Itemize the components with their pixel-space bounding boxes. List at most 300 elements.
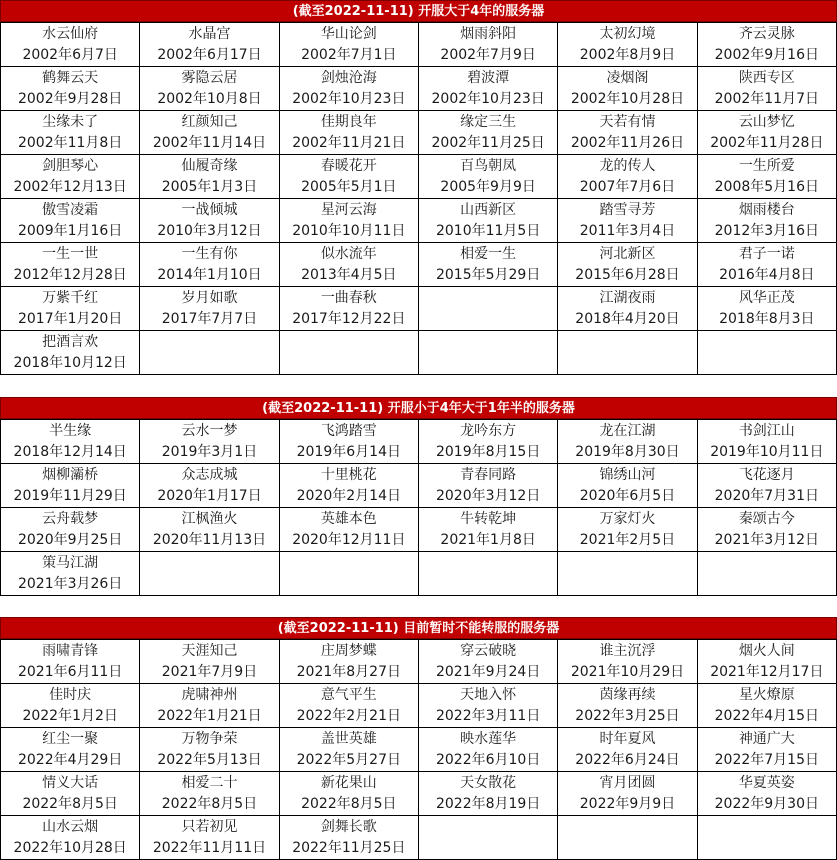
server-cell [558,111,697,155]
server-name: 神通广大 [738,730,795,747]
server-open-date: 2020年11月13日 [152,531,267,548]
server-cell [140,640,279,684]
server-cell [558,331,697,375]
server-name: 万紫千红 [42,289,99,306]
server-cell [558,684,697,728]
server-cell [418,67,557,111]
server-open-date: 2015年5月29日 [435,266,541,283]
server-name: 庄周梦蝶 [320,642,377,659]
section-title: (截至2022-11-11) 开服小于4年大于1年半的服务器 [0,397,837,419]
server-cell [418,420,557,464]
server-open-date: 2022年10月28日 [13,839,127,856]
server-cell [140,552,279,596]
table-row [1,287,837,331]
server-name: 红颜知己 [181,113,238,130]
server-open-date: 2010年11月5日 [435,222,541,239]
server-open-date: 2002年7月1日 [301,46,397,63]
server-name: 飞花逐月 [738,466,795,483]
server-name: 穿云破晓 [460,642,517,659]
server-open-date: 2015年6月28日 [575,266,680,283]
server-cell [1,772,140,816]
server-name: 龙吟东方 [460,422,517,439]
server-cell [1,199,140,243]
server-cell [279,67,418,111]
server-open-date: 2022年2月21日 [296,707,401,724]
server-name: 一曲春秋 [320,289,377,306]
server-cell [558,464,697,508]
server-cell [697,816,836,860]
server-name: 烟柳灞桥 [42,466,99,483]
server-open-date: 2002年10月8日 [157,90,262,107]
server-cell [558,772,697,816]
server-name: 天涯知己 [181,642,238,659]
server-open-date: 2007年7月6日 [579,178,676,195]
server-cell [697,243,836,287]
server-cell [279,331,418,375]
server-name: 仙履奇缘 [181,157,238,174]
server-name: 山西新区 [460,201,517,218]
section-1_5-to-4-years [0,397,837,596]
server-cell [697,111,836,155]
server-name: 凌烟阁 [606,69,649,86]
server-cell [697,508,836,552]
server-name: 星火燎原 [738,686,795,703]
table-row [1,508,837,552]
server-name: 虎啸神州 [181,686,238,703]
server-cell [558,508,697,552]
server-open-date: 2021年6月11日 [17,663,123,680]
server-name: 山水云烟 [42,818,99,835]
server-cell [1,67,140,111]
server-open-date: 2022年11月11日 [152,839,267,856]
server-cell [279,684,418,728]
server-open-date: 2014年1月10日 [157,266,262,283]
table-row [1,640,837,684]
server-name: 策马江湖 [42,554,99,571]
server-cell [140,287,279,331]
server-name: 云舟载梦 [42,510,99,527]
server-open-date: 2012年12月28日 [13,266,127,283]
server-cell [279,464,418,508]
server-open-date: 2019年6月14日 [296,443,401,460]
server-cell [697,67,836,111]
server-cell [279,287,418,331]
server-open-date: 2010年10月11日 [292,222,406,239]
server-open-date: 2011年3月4日 [579,222,676,239]
server-name: 鹤舞云天 [42,69,99,86]
server-cell [279,155,418,199]
server-open-date: 2022年11月25日 [292,839,406,856]
server-name: 缘定三生 [460,113,517,130]
server-open-date: 2019年10月11日 [710,443,824,460]
server-open-date: 2019年11月29日 [13,487,127,504]
server-open-date: 2005年5月1日 [301,178,397,195]
server-cell [140,420,279,464]
server-open-date: 2002年7月9日 [440,46,536,63]
server-name: 众志成城 [181,466,238,483]
server-name: 烟雨楼台 [738,201,795,218]
table-row [1,111,837,155]
table-row [1,684,837,728]
server-name: 秦颂古今 [738,510,795,527]
server-open-date: 2009年1月16日 [17,222,123,239]
server-open-date: 2022年3月25日 [575,707,680,724]
server-open-date: 2019年3月1日 [161,443,258,460]
server-name: 似水流年 [320,245,377,262]
server-cell [697,23,836,67]
server-name: 时年夏风 [599,730,656,747]
server-cell [558,728,697,772]
server-open-date: 2022年6月24日 [575,751,680,768]
table-row [1,67,837,111]
server-cell [279,420,418,464]
server-cell [1,728,140,772]
server-cell [140,816,279,860]
server-name: 雨啸青锋 [42,642,99,659]
server-cell [140,684,279,728]
server-name: 春暖花开 [320,157,377,174]
server-open-date: 2022年4月15日 [714,707,819,724]
server-cell [279,111,418,155]
server-open-date: 2002年6月7日 [22,46,118,63]
server-name: 龙在江湖 [599,422,656,439]
server-name: 尘缘未了 [42,113,99,130]
server-cell [697,640,836,684]
table-row [1,155,837,199]
server-name: 风华正茂 [738,289,795,306]
server-cell [697,287,836,331]
server-name: 君子一诺 [738,245,795,262]
server-name: 陕西专区 [738,69,795,86]
server-open-date: 2002年10月23日 [431,90,545,107]
server-name: 茵缘再续 [599,686,656,703]
server-name: 天地入怀 [460,686,517,703]
server-name: 万物争荣 [181,730,238,747]
server-open-date: 2017年7月7日 [161,310,258,327]
server-cell [140,772,279,816]
server-name: 华山论剑 [320,25,377,42]
server-name: 烟雨斜阳 [460,25,517,42]
server-cell [558,67,697,111]
server-table [0,639,837,860]
server-open-date: 2021年2月5日 [579,531,676,548]
table-row [1,331,837,375]
server-open-date: 2018年4月20日 [575,310,680,327]
server-name: 宵月团圆 [599,774,656,791]
server-name: 云水一梦 [181,422,238,439]
server-open-date: 2002年9月16日 [714,46,819,63]
server-open-date: 2021年9月24日 [435,663,541,680]
server-cell [140,111,279,155]
server-cell [697,772,836,816]
server-cell [1,420,140,464]
server-name: 盖世英雄 [320,730,377,747]
server-name: 剑烛沧海 [320,69,377,86]
server-open-date: 2002年11月8日 [17,134,123,151]
server-open-date: 2002年12月13日 [13,178,127,195]
server-cell [140,464,279,508]
server-open-date: 2002年11月26日 [570,134,685,151]
server-cell [418,199,557,243]
table-row [1,420,837,464]
server-open-date: 2022年9月9日 [579,795,676,812]
server-cell [558,155,697,199]
server-cell [140,199,279,243]
table-row [1,464,837,508]
server-name: 飞鸿踏雪 [320,422,377,439]
server-open-date: 2002年9月28日 [17,90,123,107]
server-cell [1,23,140,67]
server-cell [279,552,418,596]
server-name: 青春同路 [460,466,517,483]
server-name: 新花果山 [320,774,377,791]
server-cell [418,772,557,816]
server-open-date: 2005年9月9日 [440,178,536,195]
server-open-date: 2021年3月26日 [17,575,123,592]
server-cell [418,508,557,552]
server-cell [140,23,279,67]
server-open-date: 2017年12月22日 [292,310,406,327]
server-open-date: 2002年11月25日 [431,134,545,151]
server-cell [1,684,140,728]
server-open-date: 2022年5月13日 [157,751,262,768]
server-name: 江枫渔火 [181,510,238,527]
server-cell [558,243,697,287]
server-open-date: 2021年1月8日 [440,531,536,548]
server-name: 百鸟朝凤 [460,157,517,174]
server-cell [1,640,140,684]
server-cell [1,552,140,596]
server-open-date: 2010年3月12日 [157,222,262,239]
server-open-date: 2020年2月14日 [296,487,401,504]
server-cell [697,331,836,375]
server-cell [140,508,279,552]
server-cell [697,199,836,243]
server-open-date: 2022年5月27日 [296,751,401,768]
server-open-date: 2021年7月9日 [161,663,258,680]
server-cell [140,67,279,111]
server-open-date: 2022年1月21日 [157,707,262,724]
server-cell [697,728,836,772]
section-title: (截至2022-11-11) 目前暂时不能转服的服务器 [0,617,837,639]
server-open-date: 2017年1月20日 [17,310,123,327]
server-open-date: 2013年4月5日 [301,266,397,283]
server-name: 碧波潭 [467,69,510,86]
server-cell [558,199,697,243]
server-name: 江湖夜雨 [599,289,656,306]
server-cell [418,684,557,728]
server-open-date: 2020年12月11日 [292,531,406,548]
server-open-date: 2005年1月3日 [161,178,258,195]
server-name: 红尘一聚 [42,730,99,747]
server-open-date: 2021年12月17日 [710,663,824,680]
server-open-date: 2002年11月14日 [152,134,267,151]
server-open-date: 2008年5月16日 [714,178,819,195]
server-cell [697,552,836,596]
server-cell [279,23,418,67]
server-table [0,22,837,375]
server-name: 烟火人间 [738,642,795,659]
server-open-date: 2002年11月28日 [710,134,824,151]
table-row [1,23,837,67]
server-cell [1,155,140,199]
server-open-date: 2012年3月16日 [714,222,819,239]
server-cell [140,331,279,375]
server-open-date: 2022年3月11日 [435,707,541,724]
server-name: 踏雪寻芳 [599,201,656,218]
section-title: (截至2022-11-11) 开服大于4年的服务器 [0,0,837,22]
server-cell [697,684,836,728]
server-name: 意气平生 [320,686,377,703]
server-name: 云山梦忆 [738,113,795,130]
server-name: 一生一世 [42,245,99,262]
server-cell [418,464,557,508]
server-open-date: 2002年10月23日 [292,90,406,107]
server-open-date: 2002年6月17日 [157,46,262,63]
server-name: 牛转乾坤 [460,510,517,527]
server-cell [697,420,836,464]
server-open-date: 2022年7月15日 [714,751,819,768]
server-name: 雾隐云居 [181,69,238,86]
server-open-date: 2002年11月21日 [292,134,406,151]
server-open-date: 2018年10月12日 [13,354,127,371]
server-open-date: 2020年9月25日 [17,531,123,548]
server-name: 星河云海 [320,201,377,218]
server-cell [418,243,557,287]
server-cell [279,728,418,772]
server-cell [279,199,418,243]
server-open-date: 2021年8月27日 [296,663,401,680]
server-cell [418,23,557,67]
server-name: 只若初见 [181,818,238,835]
server-open-date: 2022年1月2日 [22,707,118,724]
server-open-date: 2002年8月9日 [579,46,676,63]
server-name: 相爱一生 [460,245,517,262]
table-row [1,199,837,243]
server-open-date: 2021年10月29日 [570,663,685,680]
server-open-date: 2022年8月5日 [161,795,258,812]
server-open-date: 2022年8月5日 [301,795,397,812]
server-cell [1,816,140,860]
server-open-date: 2019年8月15日 [435,443,541,460]
table-row [1,243,837,287]
server-open-date: 2018年8月3日 [719,310,815,327]
server-name: 万家灯火 [599,510,656,527]
server-open-date: 2022年8月5日 [22,795,118,812]
table-row [1,772,837,816]
section-over-4-years [0,0,837,375]
server-cell [279,508,418,552]
server-name: 水云仙府 [42,25,99,42]
server-cell [418,111,557,155]
server-cell [1,508,140,552]
server-cell [418,287,557,331]
server-name: 河北新区 [599,245,656,262]
server-cell [1,287,140,331]
server-name: 剑胆琴心 [42,157,99,174]
server-name: 相爱二十 [181,774,238,791]
server-open-date: 2016年4月8日 [719,266,815,283]
server-open-date: 2022年8月19日 [435,795,541,812]
server-open-date: 2020年7月31日 [714,487,819,504]
server-name: 一战倾城 [181,201,238,218]
server-open-date: 2020年1月17日 [157,487,262,504]
server-open-date: 2022年4月29日 [17,751,123,768]
server-cell [418,552,557,596]
server-cell [279,772,418,816]
server-name: 一生所爱 [738,157,795,174]
server-name: 英雄本色 [320,510,377,527]
server-name: 傲雪凌霜 [42,201,99,218]
server-name: 书剑江山 [738,422,795,439]
table-row [1,552,837,596]
server-name: 华夏英姿 [738,774,795,791]
server-name: 佳时庆 [49,686,92,703]
server-name: 把酒言欢 [42,333,99,350]
table-row [1,728,837,772]
server-name: 一生有你 [181,245,238,262]
section-no-transfer [0,617,837,860]
server-cell [558,816,697,860]
server-cell [558,552,697,596]
server-cell [1,243,140,287]
server-name: 水晶宫 [188,25,231,42]
server-open-date: 2021年3月12日 [714,531,819,548]
server-name: 太初幻境 [599,25,656,42]
server-open-date: 2018年12月14日 [13,443,127,460]
server-cell [279,640,418,684]
server-cell [418,640,557,684]
server-name: 映水莲华 [460,730,517,747]
server-cell [418,728,557,772]
server-cell [279,816,418,860]
table-row [1,816,837,860]
server-name: 谁主沉浮 [599,642,656,659]
server-name: 天若有情 [599,113,656,130]
server-cell [558,287,697,331]
server-open-date: 2019年8月30日 [575,443,680,460]
server-cell [418,816,557,860]
server-open-date: 2020年3月12日 [435,487,541,504]
server-cell [1,111,140,155]
server-name: 佳期良年 [320,113,377,130]
server-cell [140,728,279,772]
server-cell [418,331,557,375]
server-open-date: 2022年6月10日 [435,751,541,768]
server-cell [697,464,836,508]
server-cell [1,464,140,508]
server-name: 齐云灵脉 [738,25,795,42]
server-cell [140,243,279,287]
server-cell [418,155,557,199]
server-cell [140,155,279,199]
server-table [0,419,837,596]
server-name: 岁月如歌 [181,289,238,306]
server-name: 剑舞长歌 [320,818,377,835]
server-cell [558,420,697,464]
server-cell [558,23,697,67]
server-open-date: 2022年9月30日 [714,795,819,812]
server-open-date: 2020年6月5日 [579,487,676,504]
server-name: 锦绣山河 [599,466,656,483]
server-open-date: 2002年10月28日 [570,90,685,107]
server-cell [558,640,697,684]
server-cell [1,331,140,375]
server-name: 龙的传人 [599,157,656,174]
server-cell [697,155,836,199]
server-name: 十里桃花 [320,466,377,483]
server-open-date: 2002年11月7日 [714,90,819,107]
